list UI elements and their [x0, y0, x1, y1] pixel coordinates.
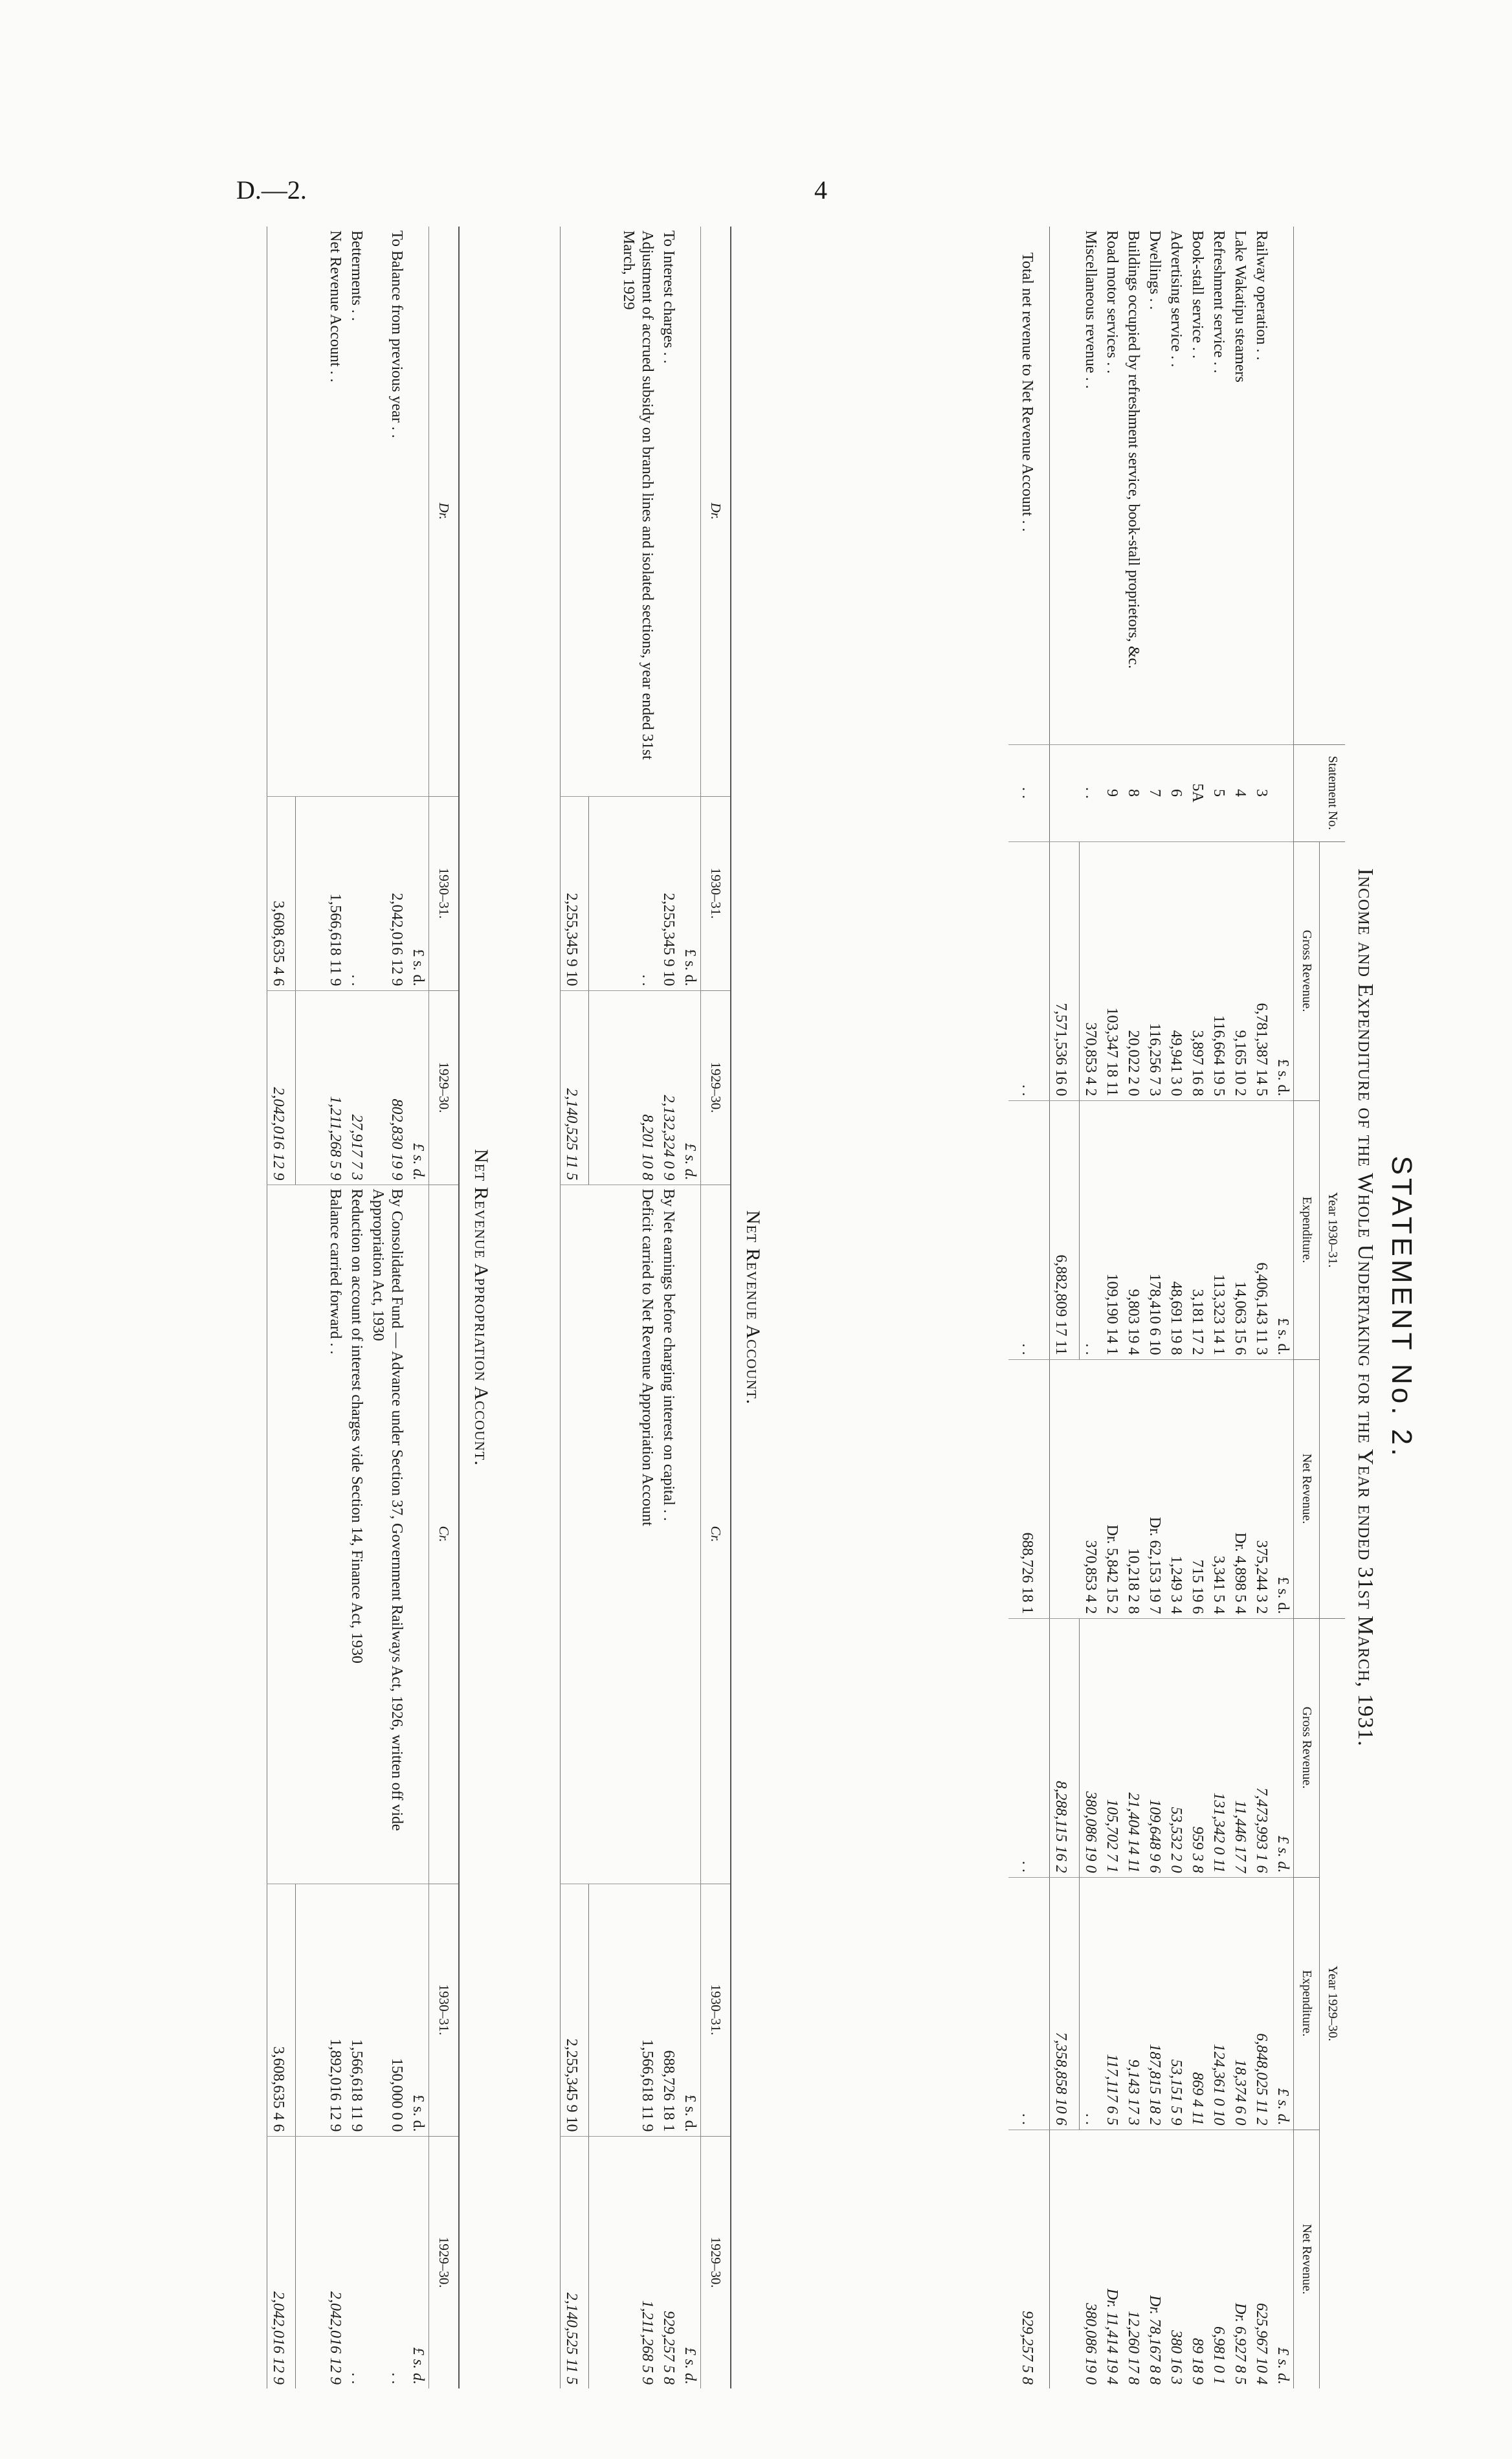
row-label: Buildings occupied by refreshment service, book-stall proprietors, &c. [1125, 230, 1142, 669]
cr-amount-1930: . . [346, 2136, 367, 2388]
amount-cell: Dr. 11,414 19 4 [1101, 2130, 1122, 2388]
amount-cell: 12,260 17 8 [1122, 2130, 1144, 2388]
amount-cell: Dr. 5,842 15 2 [1101, 1359, 1122, 1618]
total-cell: . . [1008, 1618, 1050, 1877]
units-label: £ s. d. [407, 990, 429, 1185]
units-label: £ s. d. [1272, 2130, 1294, 2388]
appropriation-account-title: Net Revenue Appropriation Account. [471, 1149, 492, 1466]
page-number: 4 [814, 175, 827, 205]
cr-amount-1930: 1,211,268 5 9 [617, 2136, 658, 2388]
amount-cell: 3,897 16 8 [1186, 841, 1208, 1100]
units-label: £ s. d. [1272, 1877, 1294, 2130]
year-1930-31-header: 1930–31. [701, 796, 731, 990]
units-label: £ s. d. [407, 796, 429, 990]
column-total-cell: 7,571,536 16 0 [1050, 841, 1080, 1100]
gross-revenue-header: Gross Revenue. [1294, 1618, 1320, 1877]
amount-cell: 625,967 10 4 [1251, 2130, 1272, 2388]
amount-cell: 14,063 15 6 [1229, 1100, 1251, 1359]
units-label: £ s. d. [407, 2136, 429, 2388]
amount-cell: 380,086 19 0 [1080, 1618, 1102, 1877]
year-1929-30-header: Year 1929–30. [1320, 1618, 1346, 2388]
dr-description: To Interest charges . . [660, 230, 677, 364]
cr-amount-1930: 2,042,016 12 9 [324, 2136, 346, 2388]
page-code: D.—2. [236, 175, 307, 205]
cr-description: By Consolidated Fund — Advance under Section 37, Government Railways Act, 1926, written off vide Appropriation Act, 1930 [367, 1185, 407, 1884]
dr-total-1931: 2,255,345 9 10 [561, 796, 589, 990]
amount-cell: 116,256 7 3 [1144, 841, 1165, 1100]
amount-cell: . . [1080, 1100, 1102, 1359]
amount-cell: 380,086 19 0 [1080, 2130, 1102, 2388]
statement-no-cell: 9 [1101, 744, 1122, 841]
expenditure-header: Expenditure. [1294, 1877, 1320, 2130]
statement-no-cell: 5 [1208, 744, 1229, 841]
income-expenditure-body [1008, 227, 1294, 2388]
table-row [1229, 227, 1251, 2388]
expenditure-header: Expenditure. [1294, 1100, 1320, 1359]
units-row [679, 227, 701, 2388]
total-cell: . . [1008, 841, 1050, 1100]
dr-label: Dr. [429, 227, 460, 796]
account-totals-row [561, 227, 589, 2388]
year-1929-30-header: 1929–30. [429, 2136, 460, 2388]
cr-description: Reduction on account of interest charges vide Section 14, Finance Act, 1930 [346, 1185, 367, 1884]
amount-cell: 105,702 7 1 [1101, 1618, 1122, 1877]
amount-cell: 6,781,387 14 5 [1251, 841, 1272, 1100]
column-totals-row [1050, 227, 1080, 2388]
year-1929-30-header: 1929–30. [701, 990, 731, 1185]
appropriation-account-table [267, 227, 460, 2388]
column-total-cell: 6,882,809 17 11 [1050, 1100, 1080, 1359]
row-label: Railway operation . . [1253, 230, 1270, 361]
row-label: Lake Wakatipu steamers [1232, 230, 1249, 383]
dr-amount-1931: . . [346, 796, 367, 990]
amount-cell: 9,165 10 2 [1229, 841, 1251, 1100]
dr-total-1930: 2,140,525 11 5 [561, 990, 589, 1185]
units-label: £ s. d. [679, 796, 701, 990]
net-revenue-header: Net Revenue. [1294, 2130, 1320, 2388]
amount-cell: 380 16 3 [1165, 2130, 1186, 2388]
cr-description: Deficit carried to Net Revenue Appropriation Account [617, 1185, 658, 1884]
amount-cell: 89 18 9 [1186, 2130, 1208, 2388]
amount-cell: 20,022 2 0 [1122, 841, 1144, 1100]
amount-cell: 109,648 9 6 [1144, 1618, 1165, 1877]
amount-cell: . . [1080, 1877, 1102, 2130]
statement-no-cell: 8 [1122, 744, 1144, 841]
cr-label: Cr. [701, 1185, 731, 1884]
amount-cell: 375,244 3 2 [1251, 1359, 1272, 1618]
amount-cell: 116,664 19 5 [1208, 841, 1229, 1100]
total-cell: 688,726 18 1 [1008, 1359, 1050, 1618]
dr-label: Dr. [701, 227, 731, 796]
account-line [324, 227, 346, 2388]
statement-subtitle: Income and Expenditure of the Whole Undertaking for the Year ended 31st March, 1931. [1353, 868, 1377, 1747]
cr-amount-1931: 150,000 0 0 [367, 1884, 407, 2136]
account-line [367, 227, 407, 2388]
cr-description: By Net earnings before charging interest on capital . . [658, 1185, 679, 1884]
total-net-revenue-row [1008, 227, 1050, 2388]
net-revenue-account-table [561, 227, 732, 2388]
amount-cell: 53,532 2 0 [1165, 1618, 1186, 1877]
particulars-header [1294, 227, 1346, 744]
cr-total-1931: 3,608,635 4 6 [267, 1884, 296, 2136]
statement-title: STATEMENT No. 2. [1386, 1155, 1418, 1460]
year-1930-31-header: 1930–31. [429, 796, 460, 990]
amount-cell: 48,691 19 8 [1165, 1100, 1186, 1359]
account-line [346, 227, 367, 2388]
units-label: £ s. d. [679, 1884, 701, 2136]
amount-cell: 187,815 18 2 [1144, 1877, 1165, 2130]
units-row [1272, 227, 1294, 2388]
header-row-years [1320, 227, 1346, 2388]
column-total-cell: 8,288,115 16 2 [1050, 1618, 1080, 1877]
dr-total-1931: 3,608,635 4 6 [267, 796, 296, 990]
amount-cell: Dr. 62,153 19 7 [1144, 1359, 1165, 1618]
cr-amount-1931: 1,566,618 11 9 [346, 1884, 367, 2136]
dr-amount-1930: 802,830 19 9 [367, 990, 407, 1185]
amount-cell: 370,853 4 2 [1080, 1359, 1102, 1618]
amount-cell: 18,374 6 0 [1229, 1877, 1251, 2130]
amount-cell: 370,853 4 2 [1080, 841, 1102, 1100]
net-revenue-account-title: Net Revenue Account. [742, 1210, 764, 1405]
amount-cell: 1,249 3 4 [1165, 1359, 1186, 1618]
units-label: £ s. d. [1272, 1359, 1294, 1618]
amount-cell: 103,347 18 11 [1101, 841, 1122, 1100]
account-line [658, 227, 679, 2388]
total-cell: . . [1008, 1877, 1050, 2130]
cr-total-1931: 2,255,345 9 10 [561, 1884, 589, 2136]
amount-cell: 3,341 5 4 [1208, 1359, 1229, 1618]
cr-total-1930: 2,140,525 11 5 [561, 2136, 589, 2388]
cr-description: Balance carried forward . . [324, 1185, 346, 1884]
table-row [1186, 227, 1208, 2388]
year-1929-30-header: 1929–30. [701, 2136, 731, 2388]
total-cell: . . [1008, 1100, 1050, 1359]
cr-label: Cr. [429, 1185, 460, 1884]
cr-amount-1930: . . [367, 2136, 407, 2388]
amount-cell: 6,981 0 1 [1208, 2130, 1229, 2388]
statement-no-cell: 5A [1186, 744, 1208, 841]
statement-no-cell: 7 [1144, 744, 1165, 841]
dr-description: Betterments . . [348, 230, 365, 321]
dr-description: Net Revenue Account . . [327, 230, 344, 383]
amount-cell: 21,404 14 11 [1122, 1618, 1144, 1877]
amount-cell: 113,323 14 1 [1208, 1100, 1229, 1359]
table-row [1165, 227, 1186, 2388]
amount-cell: 9,143 17 3 [1122, 1877, 1144, 2130]
amount-cell: 11,446 17 7 [1229, 1618, 1251, 1877]
dr-amount-1930: 2,132,324 0 9 [658, 990, 679, 1185]
dr-amount-1930: 8,201 10 8 [617, 990, 658, 1185]
table-row [1122, 227, 1144, 2388]
dr-amount-1931: 2,255,345 9 10 [658, 796, 679, 990]
statement-no-cell: 3 [1251, 744, 1272, 841]
row-label: Road motor services . . [1104, 230, 1120, 374]
statement-no-cell: 4 [1229, 744, 1251, 841]
amount-cell: 10,218 2 8 [1122, 1359, 1144, 1618]
units-row [407, 227, 429, 2388]
net-revenue-header: Net Revenue. [1294, 1359, 1320, 1618]
dr-amount-1930: 1,211,268 5 9 [324, 990, 346, 1185]
statement-no-cell: . . [1080, 744, 1102, 841]
account-totals-row [267, 227, 296, 2388]
account-line [617, 227, 658, 2388]
year-1930-31-header: Year 1930–31. [1320, 841, 1346, 1618]
statement-no-header: Statement No. [1294, 744, 1346, 841]
amount-cell: 178,410 6 10 [1144, 1100, 1165, 1359]
dr-description: Adjustment of accrued subsidy on branch lines and isolated sections, year ended 31st March, 1929 [620, 230, 656, 760]
statement-no-cell: . . [1008, 744, 1050, 841]
account-header-row [429, 227, 460, 2388]
row-label: Dwellings . . [1146, 230, 1163, 310]
dr-amount-1931: 1,566,618 11 9 [324, 796, 346, 990]
row-label: Miscellaneous revenue . . [1082, 230, 1099, 389]
amount-cell: 715 19 6 [1186, 1359, 1208, 1618]
amount-cell: Dr. 6,927 8 5 [1229, 2130, 1251, 2388]
dr-amount-1930: 27,917 7 3 [346, 990, 367, 1185]
cr-amount-1931: 1,892,016 12 9 [324, 1884, 346, 2136]
table-row [1208, 227, 1229, 2388]
dr-description: To Balance from previous year . . [388, 230, 405, 438]
amount-cell: 6,848,025 11 2 [1251, 1877, 1272, 2130]
amount-cell: 49,941 3 0 [1165, 841, 1186, 1100]
amount-cell: Dr. 78,167 8 8 [1144, 2130, 1165, 2388]
row-label: Advertising service . . [1168, 230, 1184, 368]
table-row [1144, 227, 1165, 2388]
row-label: Refreshment service . . [1210, 230, 1227, 373]
amount-cell: Dr. 4,898 5 4 [1229, 1359, 1251, 1618]
cr-amount-1930: 929,257 5 8 [658, 2136, 679, 2388]
amount-cell: 3,181 17 2 [1186, 1100, 1208, 1359]
units-label: £ s. d. [1272, 1100, 1294, 1359]
amount-cell: 6,406,143 11 3 [1251, 1100, 1272, 1359]
dr-total-1930: 2,042,016 12 9 [267, 990, 296, 1185]
dr-amount-1931: . . [617, 796, 658, 990]
year-1929-30-header: 1929–30. [429, 990, 460, 1185]
amount-cell: 9,803 19 4 [1122, 1100, 1144, 1359]
row-label: Book-stall service . . [1189, 230, 1206, 359]
units-label: £ s. d. [679, 990, 701, 1185]
amount-cell: 53,151 5 9 [1165, 1877, 1186, 2130]
year-1930-31-header: 1930–31. [429, 1884, 460, 2136]
units-label: £ s. d. [407, 1884, 429, 2136]
amount-cell: 109,190 14 1 [1101, 1100, 1122, 1359]
table-row [1101, 227, 1122, 2388]
column-total-cell: 7,358,858 10 6 [1050, 1877, 1080, 2130]
total-label: Total net revenue to Net Revenue Account . . [1008, 227, 1050, 744]
cr-amount-1931: 688,726 18 1 [658, 1884, 679, 2136]
total-cell: 929,257 5 8 [1008, 2130, 1050, 2388]
units-label: £ s. d. [679, 2136, 701, 2388]
amount-cell: 117,117 6 5 [1101, 1877, 1122, 2130]
gross-revenue-header: Gross Revenue. [1294, 841, 1320, 1100]
amount-cell: 124,361 0 10 [1208, 1877, 1229, 2130]
cr-total-1930: 2,042,016 12 9 [267, 2136, 296, 2388]
amount-cell: 959 3 8 [1186, 1618, 1208, 1877]
amount-cell: 7,473,993 1 6 [1251, 1618, 1272, 1877]
account-header-row [701, 227, 731, 2388]
year-1930-31-header: 1930–31. [701, 1884, 731, 2136]
statement-no-cell: 6 [1165, 744, 1186, 841]
amount-cell: 131,342 0 11 [1208, 1618, 1229, 1877]
dr-amount-1931: 2,042,016 12 9 [367, 796, 407, 990]
table-row [1251, 227, 1272, 2388]
amount-cell: 869 4 11 [1186, 1877, 1208, 2130]
income-expenditure-table [1008, 227, 1345, 2388]
units-label: £ s. d. [1272, 841, 1294, 1100]
table-row [1080, 227, 1102, 2388]
cr-amount-1931: 1,566,618 11 9 [617, 1884, 658, 2136]
units-label: £ s. d. [1272, 1618, 1294, 1877]
spacer-row [296, 227, 324, 2388]
spacer-row [589, 227, 617, 2388]
rotated-statement-sheet [246, 214, 1418, 2401]
